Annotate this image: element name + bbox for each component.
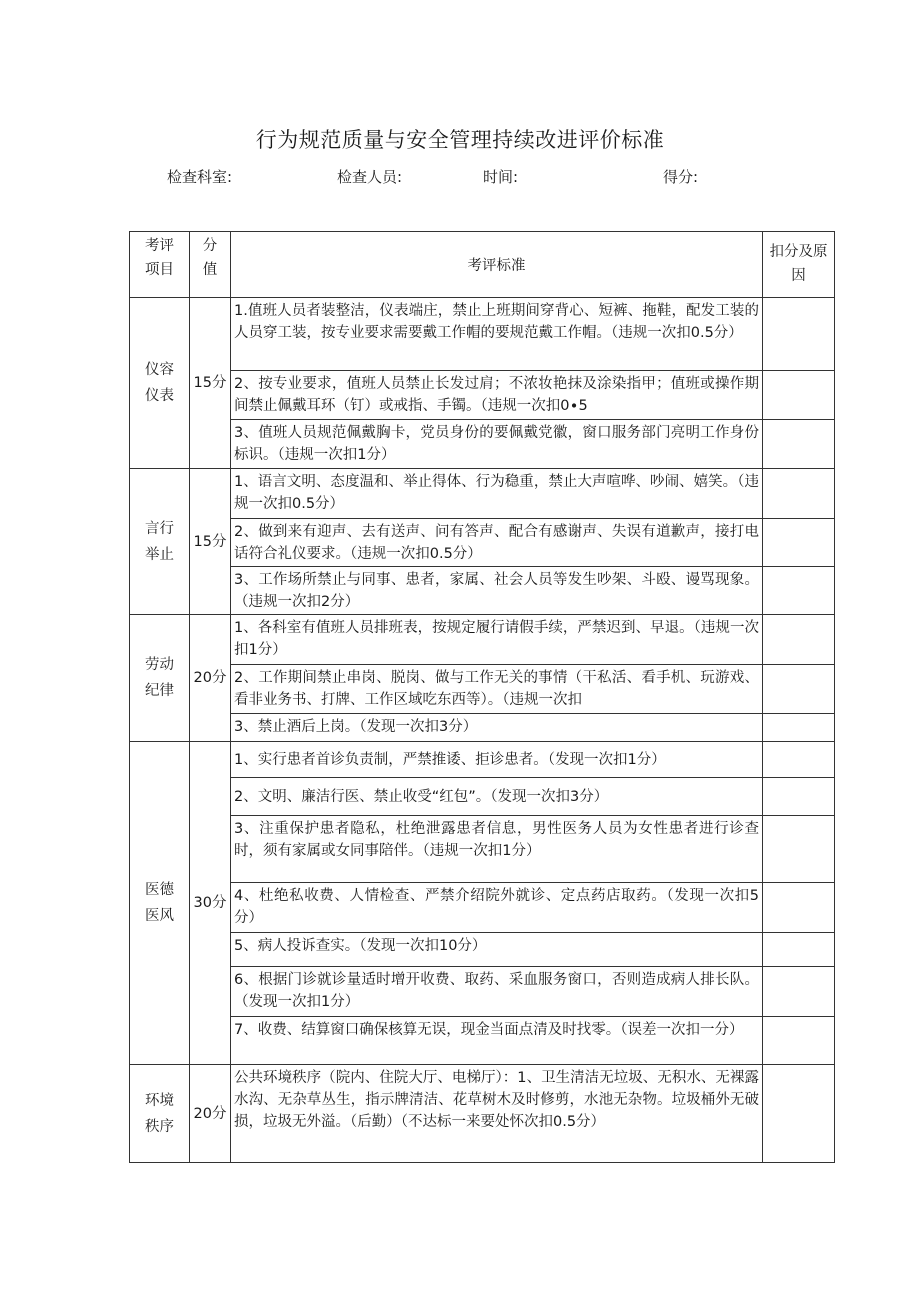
standard-cell: 1、实行患者首诊负责制，严禁推诿、拒诊患者。（发现一次扣1分） [231,742,763,778]
standard-cell: 4、杜绝私收费、人情检查、严禁介绍院外就诊、定点药店取药。（发现一次扣5分） [231,883,763,933]
score-cell: 20分 [190,1065,231,1163]
score-cell: 30分 [190,742,231,1065]
table-row [130,967,835,1017]
standard-cell: 1.值班人员者装整洁，仪表端庄，禁止上班期间穿背心、短裤、拖鞋，配发工装的人员穿工装，按专业要求需要戴工作帽的要规范戴工作帽。（违规一次扣0.5分） [231,298,763,371]
table-row [130,420,835,469]
header-deduction: 扣分及原因 [763,232,835,298]
table-row [130,298,835,371]
deduction-cell[interactable] [763,933,835,967]
dept-label: 检查科室: [167,168,233,186]
table-header-row [130,232,835,298]
deduction-cell[interactable] [763,967,835,1017]
standard-cell: 3、注重保护患者隐私，杜绝泄露患者信息，男性医务人员为女性患者进行诊查时，须有家属或女同事陪伴。（违规一次扣1分） [231,816,763,883]
deduction-cell[interactable] [763,519,835,567]
header-category: 考评项目 [130,232,190,298]
table-row [130,519,835,567]
inspector-label: 检查人员: [337,168,403,186]
standard-cell: 3、值班人员规范佩戴胸卡，党员身份的要佩戴党徽，窗口服务部门亮明工作身份标识。（违规一次扣1分） [231,420,763,469]
header-standard: 考评标准 [231,232,763,298]
table-row [130,665,835,714]
score-cell: 20分 [190,615,231,742]
category-cell: 环境秩序 [130,1065,190,1163]
deduction-cell[interactable] [763,469,835,519]
category-cell: 言行举止 [130,469,190,615]
score-cell: 15分 [190,298,231,469]
deduction-cell[interactable] [763,420,835,469]
deduction-cell[interactable] [763,371,835,420]
category-cell: 医德医风 [130,742,190,1065]
score-label: 得分: [663,168,699,186]
category-cell: 仪容仪表 [130,298,190,469]
table-row [130,714,835,742]
table-row [130,1065,835,1163]
evaluation-table [129,231,835,1163]
standard-cell: 1、语言文明、态度温和、举止得体、行为稳重，禁止大声喧哗、吵闹、嬉笑。（违规一次扣0.5分） [231,469,763,519]
standard-cell: 公共环境秩序（院内、住院大厅、电梯厅）：1、卫生清洁无垃圾、无积水、无裸露水沟、无杂草丛生，指示牌清洁、花草树木及时修剪，水池无杂物。垃圾桶外无破损，垃圾无外溢。（后勤）（不达标一来要处怀次扣0.5分） [231,1065,763,1163]
deduction-cell[interactable] [763,778,835,816]
standard-cell: 7、收费、结算窗口确保核算无误，现金当面点清及时找零。（误差一次扣一分） [231,1017,763,1065]
table-row [130,778,835,816]
deduction-cell[interactable] [763,1017,835,1065]
deduction-cell[interactable] [763,714,835,742]
table-row [130,567,835,615]
table-row [130,615,835,665]
table-row [130,883,835,933]
deduction-cell[interactable] [763,816,835,883]
deduction-cell[interactable] [763,298,835,371]
standard-cell: 5、病人投诉查实。（发现一次扣10分） [231,933,763,967]
table-row [130,742,835,778]
standard-cell: 2、做到来有迎声、去有送声、问有答声、配合有感谢声、失误有道歉声，接打电话符合礼仪要求。（违规一次扣0.5分） [231,519,763,567]
deduction-cell[interactable] [763,567,835,615]
standard-cell: 3、禁止酒后上岗。（发现一次扣3分） [231,714,763,742]
deduction-cell[interactable] [763,883,835,933]
standard-cell: 3、工作场所禁止与同事、患者，家属、社会人员等发生吵架、斗殴、谩骂现象。（违规一次扣2分） [231,567,763,615]
header-score: 分值 [190,232,231,298]
category-cell: 劳动纪律 [130,615,190,742]
page-title: 行为规范质量与安全管理持续改进评价标准 [255,128,665,152]
standard-cell: 2、按专业要求，值班人员禁止长发过肩；不浓妆艳抹及涂染指甲；值班或操作期间禁止佩戴耳环（钉）或戒指、手镯。（违规一次扣0∙5 [231,371,763,420]
deduction-cell[interactable] [763,1065,835,1163]
deduction-cell[interactable] [763,742,835,778]
table-row [130,816,835,883]
time-label: 时间: [483,168,519,186]
table-row [130,371,835,420]
table-row [130,469,835,519]
deduction-cell[interactable] [763,665,835,714]
standard-cell: 1、各科室有值班人员排班表，按规定履行请假手续，严禁迟到、早退。（违规一次扣1分） [231,615,763,665]
score-cell: 15分 [190,469,231,615]
standard-cell: 2、工作期间禁止串岗、脱岗、做与工作无关的事情（干私活、看手机、玩游戏、看非业务书、打牌、工作区域吃东西等）。（违规一次扣 [231,665,763,714]
deduction-cell[interactable] [763,615,835,665]
table-row [130,933,835,967]
standard-cell: 6、根据门诊就诊量适时增开收费、取药、采血服务窗口，否则造成病人排长队。（发现一次扣1分） [231,967,763,1017]
standard-cell: 2、文明、廉洁行医、禁止收受“红包”。（发现一次扣3分） [231,778,763,816]
table-row [130,1017,835,1065]
